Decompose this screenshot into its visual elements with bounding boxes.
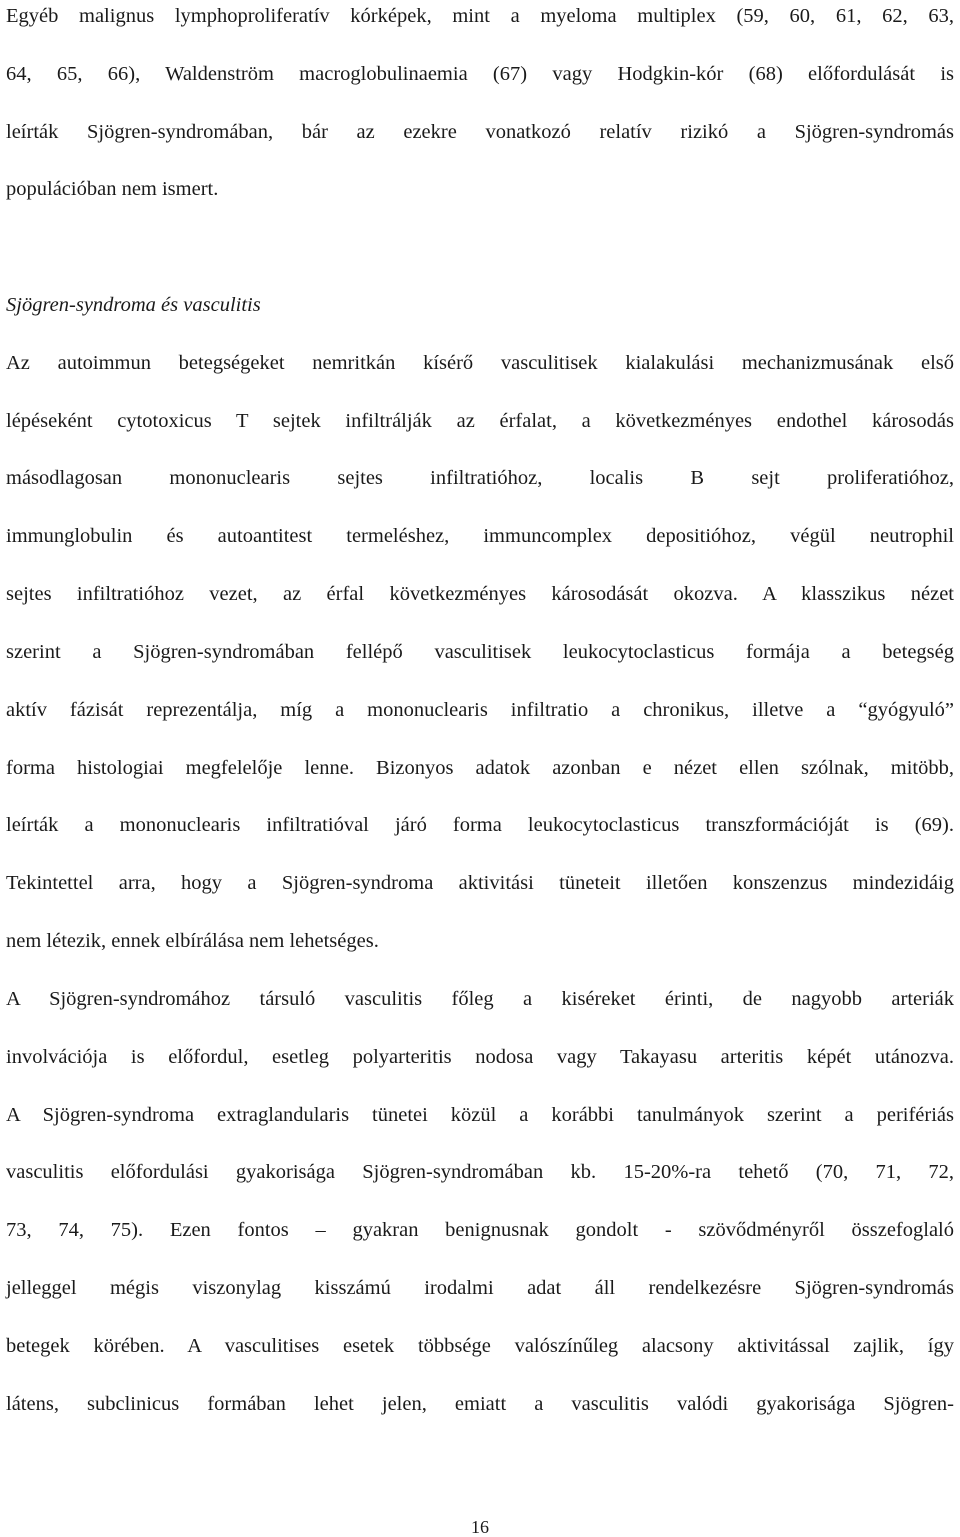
page-number: 16 <box>471 1517 489 1537</box>
paragraph1-line-5: sejtes infiltratióhoz vezet, az érfal következményes károsodását okozva. A klasszikus nézet <box>6 583 954 605</box>
paragraph1-line-3: másodlagosan mononuclearis sejtes infiltratióhoz, localis B sejt proliferatióhoz, <box>6 467 954 489</box>
paragraph2-line-2: involvációja is előfordul, esetleg polyarteritis nodosa vagy Takayasu arteritis képét utánozva. <box>6 1046 954 1068</box>
intro-line-3: leírták Sjögren-syndromában, bár az ezekre vonatkozó relatív rizikó a Sjögren-syndromás <box>6 121 954 143</box>
paragraph2-line-8: látens, subclinicus formában lehet jelen, emiatt a vasculitis valódi gyakorisága Sjögren- <box>6 1393 954 1415</box>
paragraph1-line-1: Az autoimmun betegségeket nemritkán kísérő vasculitisek kialakulási mechanizmusának első <box>6 352 954 374</box>
paragraph1-line-2: lépéseként cytotoxicus T sejtek infiltrálják az érfalat, a következményes endothel károsodás <box>6 410 954 432</box>
paragraph2-line-6: jelleggel mégis viszonylag kisszámú irodalmi adat áll rendelkezésre Sjögren-syndromás <box>6 1277 954 1299</box>
paragraph1-line-10: Tekintettel arra, hogy a Sjögren-syndroma aktivitási tüneteit illetően konszenzus mindezidáig <box>6 872 954 894</box>
paragraph2-line-4: vasculitis előfordulási gyakorisága Sjögren-syndromában kb. 15-20%-ra tehető (70, 71, 72, <box>6 1161 954 1183</box>
paragraph2-line-7: betegek körében. A vasculitises esetek többsége valószínűleg alacsony aktivitással zajlik, így <box>6 1335 954 1357</box>
intro-line-4: populációban nem ismert. <box>6 178 219 200</box>
paragraph1-line-9: leírták a mononuclearis infiltratióval járó forma leukocytoclasticus transzformációját is (69). <box>6 814 954 836</box>
paragraph1-line-7: aktív fázisát reprezentálja, míg a mononuclearis infiltratio a chronikus, illetve a “gyógyuló” <box>6 699 954 721</box>
paragraph2-line-5: 73, 74, 75). Ezen fontos – gyakran benignusnak gondolt - szövődményről összefoglaló <box>6 1219 954 1241</box>
paragraph2-line-3: A Sjögren-syndroma extraglandularis tünetei közül a korábbi tanulmányok szerint a perifériás <box>6 1104 954 1126</box>
intro-line-1: Egyéb malignus lymphoproliferatív kórképek, mint a myeloma multiplex (59, 60, 61, 62, 63, <box>6 5 954 27</box>
paragraph1-line-4: immunglobulin és autoantitest termeléshez, immuncomplex depositióhoz, végül neutrophil <box>6 525 954 547</box>
section-heading: Sjögren-syndroma és vasculitis <box>6 294 261 316</box>
intro-line-2: 64, 65, 66), Waldenström macroglobulinaemia (67) vagy Hodgkin-kór (68) előfordulását is <box>6 63 954 85</box>
paragraph1-line-8: forma histologiai megfelelője lenne. Bizonyos adatok azonban e nézet ellen szólnak, mitöbb, <box>6 757 954 779</box>
paragraph2-line-1: A Sjögren-syndromához társuló vasculitis főleg a kiséreket érinti, de nagyobb arteriák <box>6 988 954 1010</box>
paragraph1-line-6: szerint a Sjögren-syndromában fellépő vasculitisek leukocytoclasticus formája a betegség <box>6 641 954 663</box>
paragraph1-line-11: nem létezik, ennek elbírálása nem lehetséges. <box>6 930 379 952</box>
